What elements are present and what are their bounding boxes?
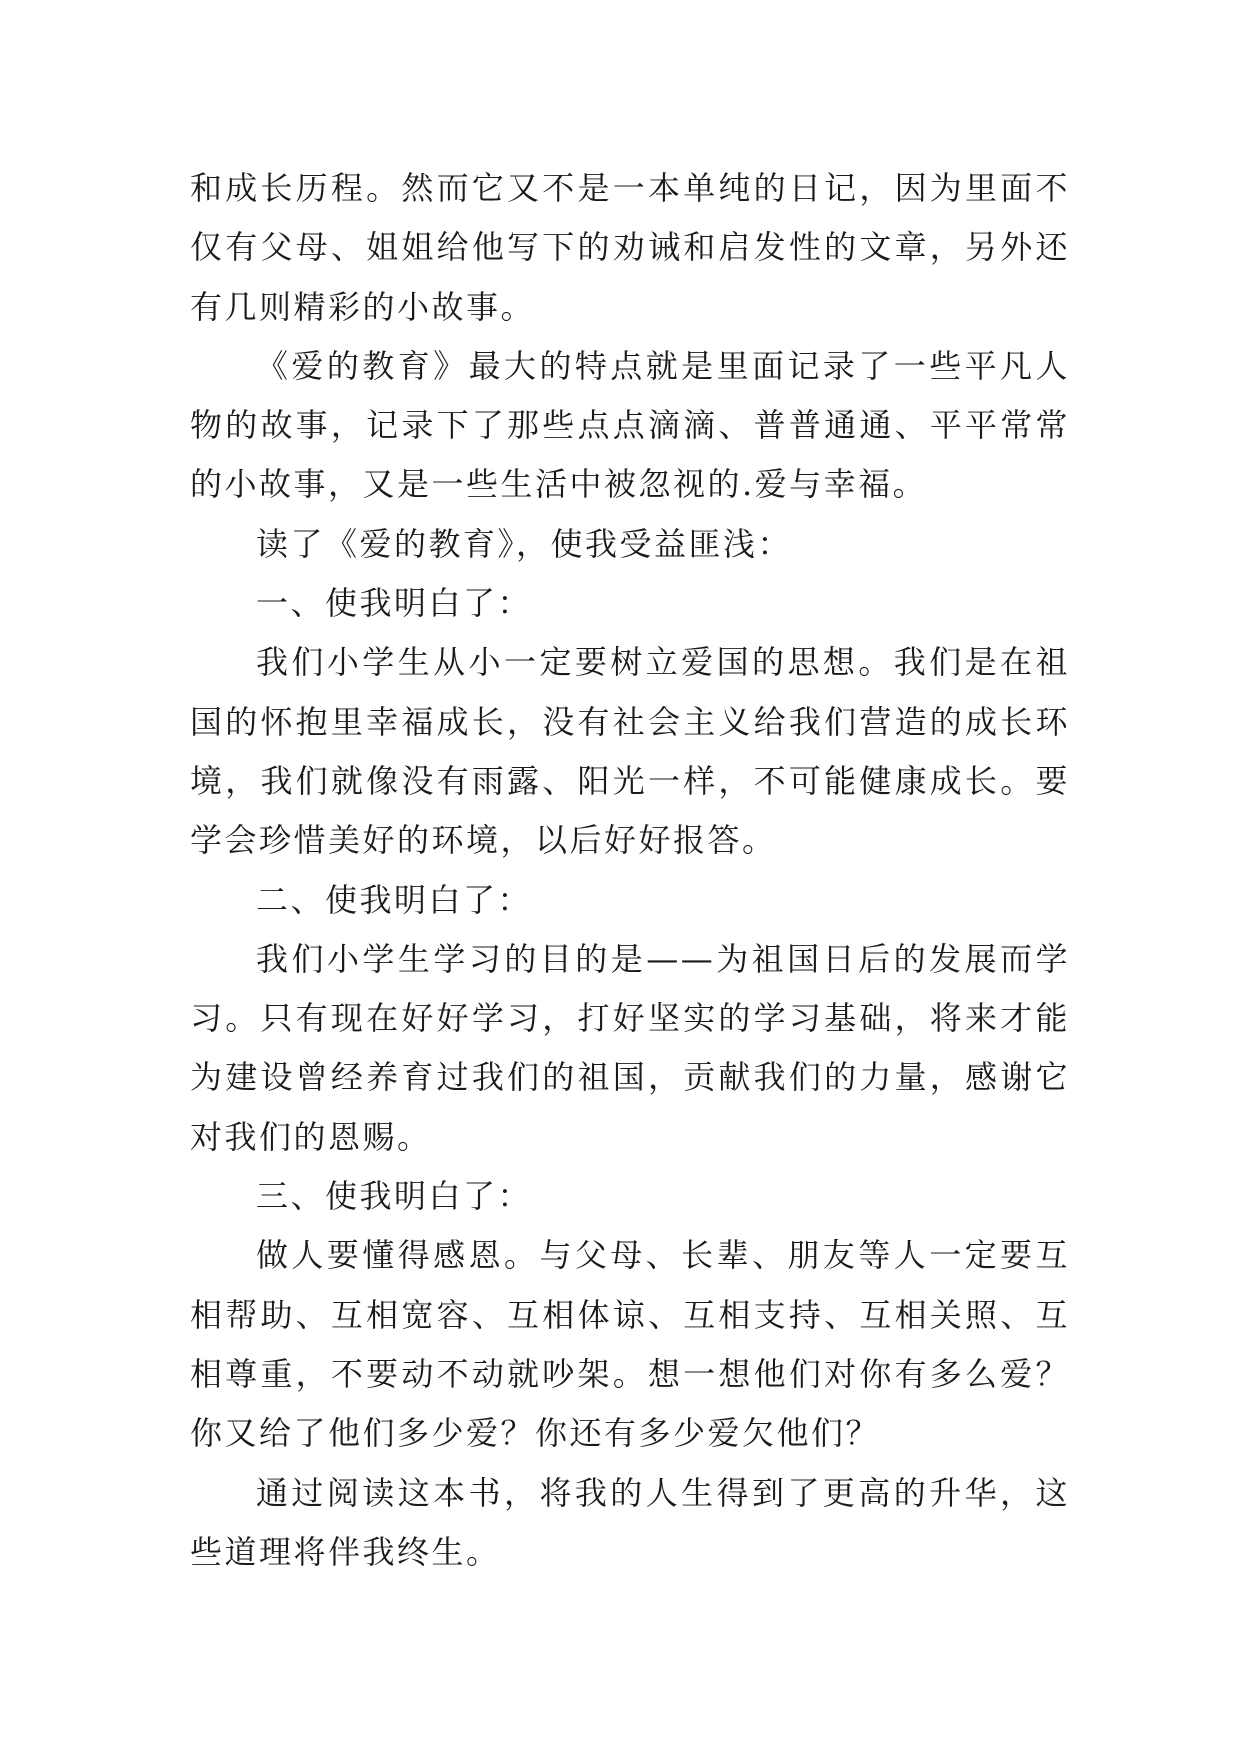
- paragraph-6: 二、使我明白了：: [256, 880, 533, 919]
- paragraph-4: 一、使我明白了：: [256, 584, 533, 623]
- paragraph-5: 我们小学生从小一定要树立爱国的思想。我们是在祖国的怀抱里幸福成长，没有社会主义给我们营造的成长环境，我们就像没有雨露、阳光一样，不可能健康成长。要学会珍惜美好的环境，以后好好报答。: [190, 643, 1070, 860]
- paragraph-8: 三、使我明白了：: [256, 1177, 533, 1216]
- document-body: [190, 159, 1070, 1582]
- paragraph-1: 和成长历程。然而它又不是一本单纯的日记，因为里面不仅有父母、姐姐给他写下的劝诫和启发性的文章，另外还有几则精彩的小故事。: [190, 169, 1070, 326]
- paragraph-9: 做人要懂得感恩。与父母、长辈、朋友等人一定要互相帮助、互相宽容、互相体谅、互相支持、互相关照、互相尊重，不要动不动就吵架。想一想他们对你有多么爱？你又给了他们多少爱？你还有多少爱欠他们？: [190, 1236, 1070, 1453]
- paragraph-3: 读了《爱的教育》，使我受益匪浅：: [256, 524, 793, 563]
- paragraph-10: 通过阅读这本书，将我的人生得到了更高的升华，这些道理将伴我终生。: [190, 1473, 1070, 1571]
- paragraph-7: 我们小学生学习的目的是——为祖国日后的发展而学习。只有现在好好学习，打好坚实的学习基础，将来才能为建设曾经养育过我们的祖国，贡献我们的力量，感谢它对我们的恩赐。: [190, 939, 1070, 1156]
- paragraph-2: 《爱的教育》最大的特点就是里面记录了一些平凡人物的故事，记录下了那些点点滴滴、普普通通、平平常常的小故事，又是一些生活中被忽视的.爱与幸福。: [190, 346, 1070, 504]
